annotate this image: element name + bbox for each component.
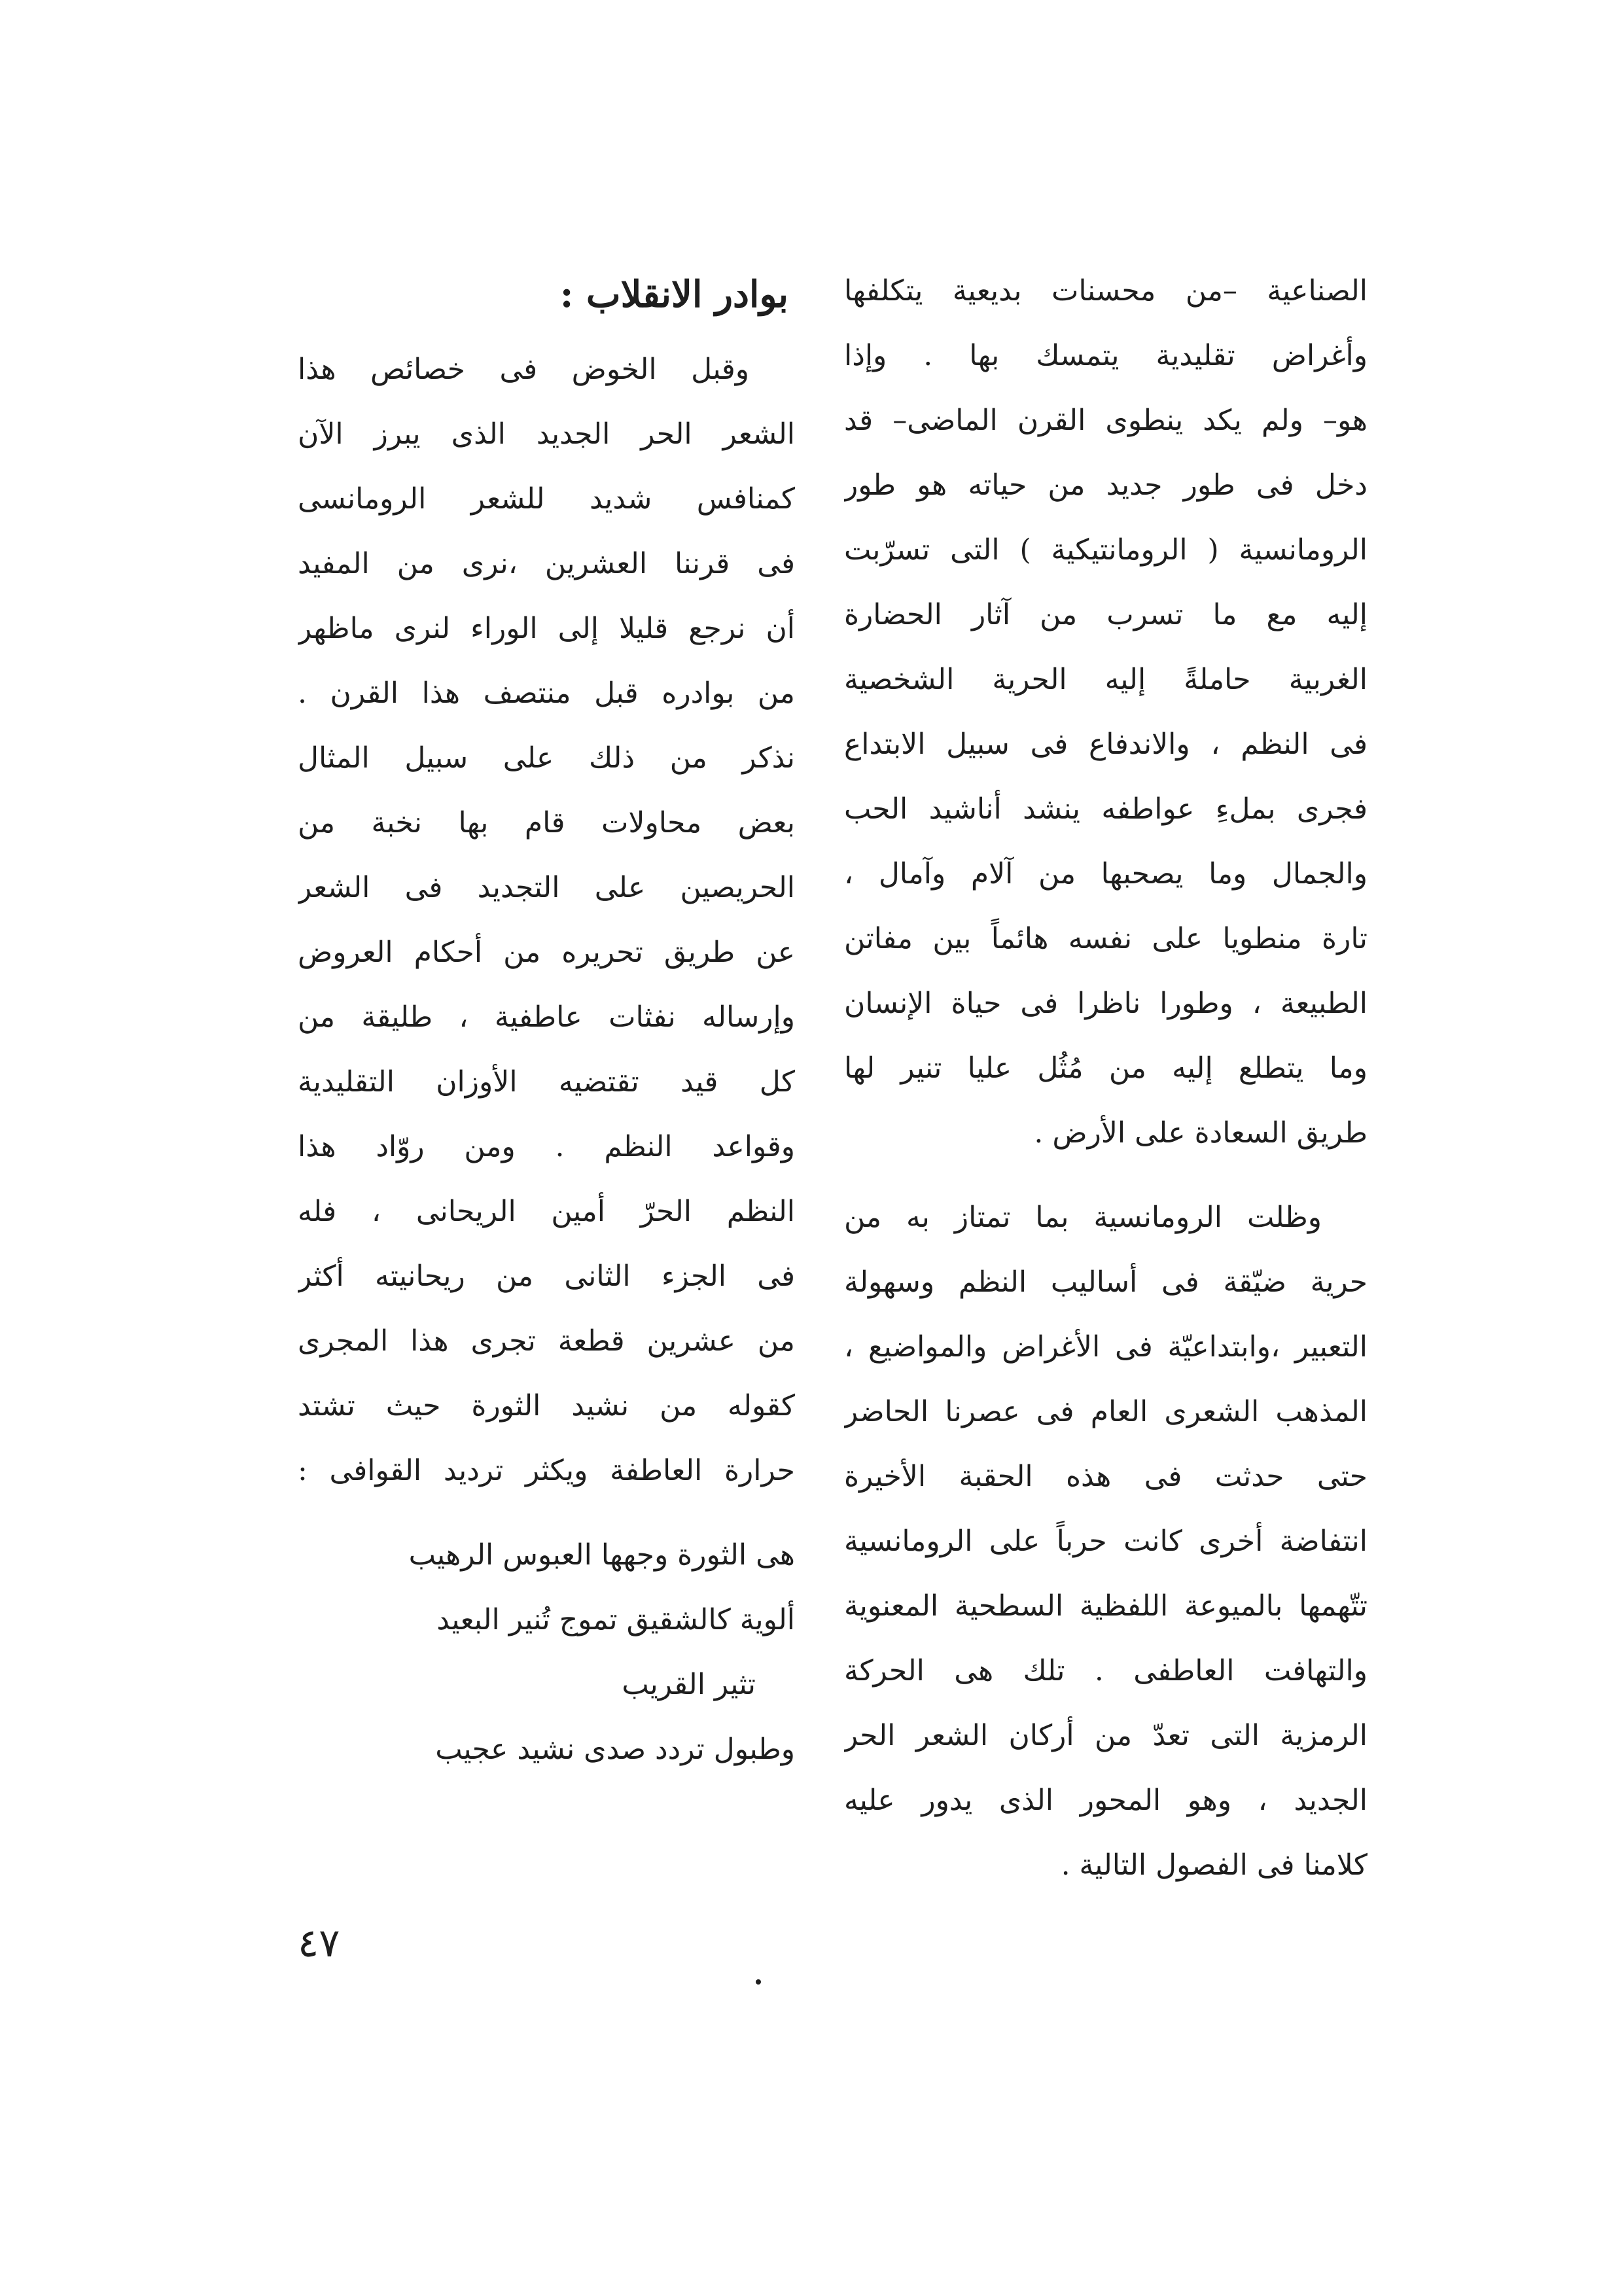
text-line: وأغراض تقليدية يتمسك بها . وإذا: [844, 339, 1368, 372]
text-line: المذهب الشعرى العام فى عصرنا الحاضر: [844, 1395, 1368, 1428]
text-line: هو– ولم يكد ينطوى القرن الماضى– قد: [844, 404, 1368, 437]
text-line: الطبيعة ، وطورا ناظرا فى حياة الإنسان: [844, 987, 1368, 1020]
text-line: الغربية حاملةً إليه الحرية الشخصية: [844, 663, 1368, 696]
text-line: من عشرين قطعة تجرى هذا المجرى: [298, 1324, 795, 1358]
text-line: فى الجزء الثانى من ريحانيته أكثر: [298, 1260, 795, 1293]
text-line: وقبل الخوض فى خصائص هذا: [298, 353, 749, 386]
text-line: فجرى بملءِ عواطفه ينشد أناشيد الحب: [844, 792, 1368, 826]
text-line: من بوادره قبل منتصف هذا القرن .: [298, 677, 795, 710]
text-line: كل قيد تقتضيه الأوزان التقليدية: [298, 1065, 795, 1099]
paragraph-gap: [844, 1165, 1368, 1185]
right-column: [844, 258, 1368, 1898]
text-line: التعبير ،وابتداعيّة فى الأغراض والمواضيع ،: [844, 1330, 1368, 1364]
text-line: دخل فى طور جديد من حياته هو طور: [844, 468, 1368, 502]
text-line: الرمزية التى تعدّ من أركان الشعر الحر: [844, 1719, 1368, 1752]
text-line: والتهافت العاطفى . تلك هى الحركة: [844, 1654, 1368, 1687]
text-line: كلامنا فى الفصول التالية .: [1061, 1848, 1368, 1882]
text-line: الرومانسية ( الرومانتيكية ) التى تسرّبت: [844, 533, 1368, 567]
verse-line: ألوية كالشقيق تموج تُنير البعيد: [436, 1603, 795, 1636]
text-line: طريق السعادة على الأرض .: [1034, 1116, 1368, 1150]
text-line: حتى حدثت فى هذه الحقبة الأخيرة: [844, 1460, 1368, 1493]
section-heading: بوادر الانقلاب :: [559, 273, 788, 316]
text-line: فى قرننا العشرين ،نرى من المفيد: [298, 547, 795, 580]
left-column: [298, 258, 795, 1782]
text-line: فى النظم ، والاندفاع فى سبيل الابتداع: [844, 728, 1368, 761]
verse-line: هى الثورة وجهها العبوس الرهيب: [408, 1538, 795, 1572]
print-speck: [756, 1979, 761, 1985]
text-line: كقوله من نشيد الثورة حيث تشتد: [298, 1389, 795, 1422]
text-line: وإرساله نفثات عاطفية ، طليقة من: [298, 1000, 795, 1034]
text-line: الشعر الحر الجديد الذى يبرز الآن: [298, 417, 795, 451]
text-line: وقواعد النظم . ومن روّاد هذا: [298, 1130, 795, 1163]
text-line: وما يتطلع إليه من مُثُل عليا تنير لها: [844, 1051, 1368, 1085]
text-line: وظلت الرومانسية بما تمتاز به من: [844, 1201, 1322, 1234]
text-line: نذكر من ذلك على سبيل المثال: [298, 741, 795, 775]
text-line: والجمال وما يصحبها من آلام وآمال ،: [844, 857, 1368, 891]
text-line: عن طريق تحريره من أحكام العروض: [298, 936, 795, 969]
verse-line: وطبول تردد صدى نشيد عجيب: [435, 1733, 795, 1766]
text-line: بعض محاولات قام بها نخبة من: [298, 806, 795, 839]
page-number: ٤٧: [298, 1920, 340, 1966]
verse-line: تثير القريب: [622, 1668, 756, 1701]
text-line: حرية ضيّقة فى أساليب النظم وسهولة: [844, 1265, 1368, 1299]
text-line: الصناعية –من محسنات بديعية يتكلفها: [844, 274, 1368, 308]
text-line: النظم الحرّ أمين الريحانى ، فله: [298, 1195, 795, 1228]
text-line: انتفاضة أخرى كانت حرباً على الرومانسية: [844, 1525, 1368, 1558]
text-line: كمنافس شديد للشعر الرومانسى: [298, 482, 795, 516]
text-line: إليه مع ما تسرب من آثار الحضارة: [844, 598, 1368, 631]
text-line: تتّهمها بالميوعة اللفظية السطحية المعنوية: [844, 1589, 1368, 1623]
text-line: الجديد ، وهو المحور الذى يدور عليه: [844, 1784, 1368, 1817]
text-line: تارة منطويا على نفسه هائماً بين مفاتن: [844, 922, 1368, 955]
text-line: الحريصين على التجديد فى الشعر: [298, 871, 795, 904]
paragraph-gap: [298, 1503, 795, 1523]
text-line: أن نرجع قليلا إلى الوراء لنرى ماظهر: [298, 612, 795, 645]
text-line: حرارة العاطفة ويكثر ترديد القوافى :: [298, 1454, 795, 1487]
